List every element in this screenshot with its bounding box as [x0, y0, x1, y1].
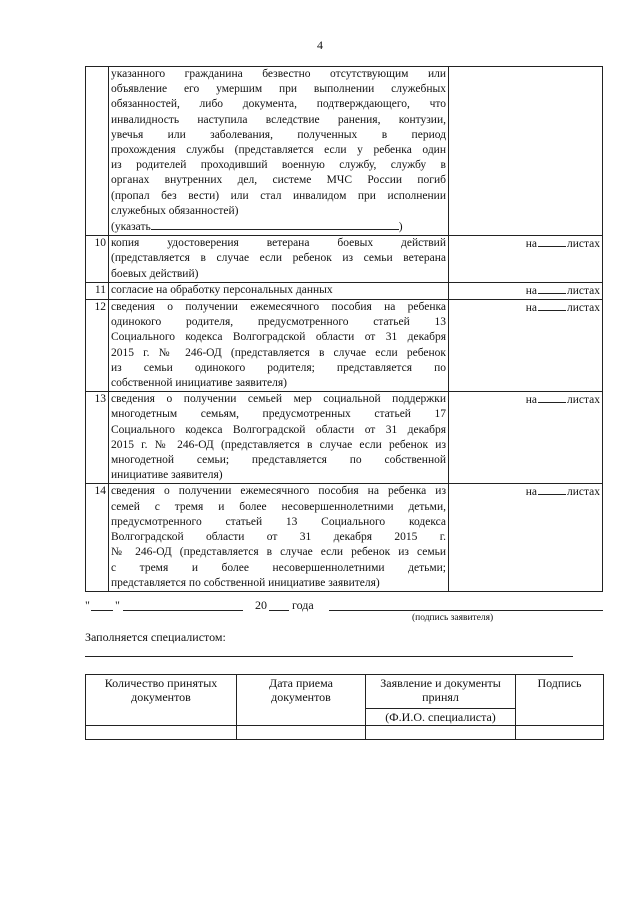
row-description — [109, 236, 449, 283]
sheets-suffix: листах — [566, 284, 600, 297]
accepted-label: Заявление и документы принял — [380, 676, 501, 704]
document-row — [86, 484, 603, 591]
acceptance-header-signature: Подпись — [516, 675, 604, 726]
description-line: семей с тремя и более несовершеннолетними детьми, — [111, 500, 446, 513]
sheets-prefix: на — [525, 238, 537, 251]
description-line: из семьи одинокого родителя; представляется по — [111, 361, 446, 374]
year-field[interactable] — [269, 598, 289, 611]
row-number: 12 — [86, 300, 109, 392]
specify-line — [111, 219, 446, 235]
sheets-suffix: листах — [566, 302, 600, 315]
day-field[interactable] — [91, 598, 113, 611]
documents-table — [85, 66, 603, 592]
sheets-cell — [449, 236, 603, 283]
description-line: Социального кодекса Волгоградской области от 31 декабря — [111, 423, 446, 436]
description-line: предусмотренного статьей 13 Социального кодекса — [111, 515, 446, 528]
description-line: указанного гражданина безвестно отсутствующим или — [111, 68, 446, 80]
row-description — [109, 300, 449, 392]
sheets-cell — [449, 67, 603, 236]
document-row — [86, 392, 603, 484]
description-line: сведения о получении ежемесячного пособия на ребенка — [111, 301, 446, 314]
sheets-suffix: листах — [566, 486, 600, 499]
row-description — [109, 282, 449, 299]
row-description — [109, 484, 449, 591]
document-row — [86, 282, 603, 299]
description-line: (пропал без вести) или стал инвалидом при исполнении — [111, 189, 446, 202]
signature-cell[interactable] — [516, 726, 604, 740]
specialist-cell[interactable] — [366, 726, 516, 740]
sheets-cell — [449, 300, 603, 392]
sheets-count-field[interactable] — [538, 283, 566, 294]
sheets-cell — [449, 392, 603, 484]
document-row — [86, 67, 603, 236]
acceptance-header-count: Количество принятых документов — [86, 675, 237, 726]
quote-open: " — [85, 598, 90, 612]
specify-close: ) — [398, 221, 403, 234]
description-line: согласие на обработку персональных данных — [111, 283, 333, 296]
specialist-label: Заполняется специалистом: — [85, 630, 226, 644]
sheets-suffix: листах — [566, 238, 600, 251]
description-line: многодетным семьям, предусмотренных статьей 17 — [111, 408, 446, 421]
count-cell[interactable] — [86, 726, 237, 740]
acceptance-header-accepted — [366, 675, 516, 726]
description-line: Волгоградской области от 31 декабря 2015 г. — [111, 531, 446, 544]
description-line: инициативе заявителя) — [111, 469, 223, 482]
description-line: копия удостоверения ветерана боевых действий — [111, 237, 446, 250]
year-prefix: 20 — [255, 598, 267, 612]
row-number: 14 — [86, 484, 109, 591]
sheets-prefix: на — [525, 486, 537, 499]
year-suffix: года — [292, 598, 314, 612]
description-line: одинокого родителя, предусмотренного статьей 13 — [111, 316, 446, 329]
date-cell[interactable] — [237, 726, 366, 740]
description-line: сведения о получении ежемесячного пособия на ребенка из — [111, 485, 446, 498]
sheets-cell — [449, 282, 603, 299]
description-line: 2015 г. № 246-ОД (представляется в случае если ребенок из — [111, 438, 446, 451]
description-line: собственной инициативе заявителя) — [111, 377, 287, 390]
description-line: с тремя и более несовершеннолетними детьми; — [111, 561, 446, 574]
row-number: 11 — [86, 282, 109, 299]
description-line: многодетной семьи; представляется по собственной — [111, 454, 446, 467]
row-number — [86, 67, 109, 236]
description-line: увечья или заболевания, полученных в период — [111, 128, 446, 141]
sheets-prefix: на — [525, 394, 537, 407]
acceptance-table — [85, 674, 604, 740]
document-row — [86, 300, 603, 392]
description-line: сведения о получении семьей мер социальной поддержки — [111, 393, 446, 406]
description-line: объявление его умершим при выполнении служебных — [111, 83, 446, 96]
description-line: представляется по собственной инициативе заявителя) — [111, 576, 380, 589]
sheets-count-field[interactable] — [538, 484, 566, 495]
quote-close: " — [115, 598, 120, 612]
signature-caption: (подпись заявителя) — [412, 613, 494, 623]
description-line: служебных обязанностей) — [111, 204, 239, 217]
specialist-fio-label: (Ф.И.О. специалиста) — [365, 708, 516, 724]
sheets-count-field[interactable] — [538, 392, 566, 403]
description-line: прохождения службы (представляется если у ребенка один — [111, 144, 446, 157]
sheets-prefix: на — [525, 284, 537, 297]
row-number: 13 — [86, 392, 109, 484]
acceptance-header-date: Дата приема документов — [237, 675, 366, 726]
description-line: 2015 г. № 246-ОД (представляется в случае если ребенок — [111, 346, 446, 359]
sheets-count-field[interactable] — [538, 236, 566, 247]
description-line: органах внутренних дел, системе МЧС России погиб — [111, 174, 446, 187]
sheets-suffix: листах — [566, 394, 600, 407]
page-number: 4 — [317, 38, 323, 52]
sheets-count-field[interactable] — [538, 300, 566, 311]
specify-field[interactable] — [151, 219, 399, 230]
description-line: (представляется в случае если ребенок из семьи ветерана — [111, 252, 446, 265]
description-line: инвалидность наступила вследствие ранения, контузии, — [111, 113, 446, 126]
applicant-signature-field[interactable] — [329, 598, 603, 611]
sheets-prefix: на — [525, 302, 537, 315]
specialist-line — [85, 656, 573, 657]
description-line: боевых действий) — [111, 267, 199, 280]
date-signature-line — [85, 598, 605, 614]
row-description — [109, 392, 449, 484]
specify-open: (указать — [111, 221, 151, 234]
row-number: 10 — [86, 236, 109, 283]
sheets-cell — [449, 484, 603, 591]
month-field[interactable] — [123, 598, 243, 611]
description-line: № 246-ОД (представляется в случае если ребенок из семьи — [111, 546, 446, 559]
description-line: из родителей проходивший военную службу, службу в — [111, 159, 446, 172]
row-description — [109, 67, 449, 236]
description-line: Социального кодекса Волгоградской области от 31 декабря — [111, 331, 446, 344]
document-row — [86, 236, 603, 283]
description-line: обязанностей, либо документа, подтверждающего, что — [111, 98, 446, 111]
